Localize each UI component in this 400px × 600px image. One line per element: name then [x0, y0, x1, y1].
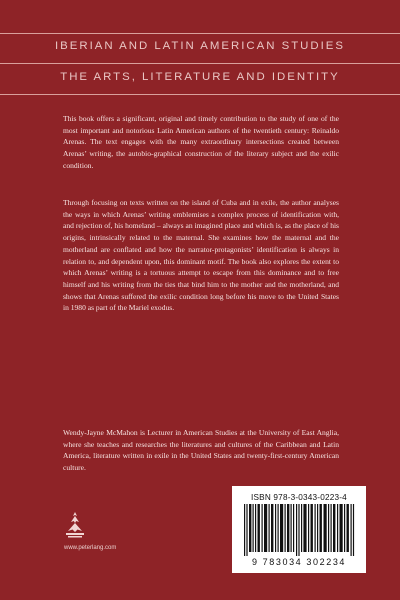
isbn-barcode — [232, 486, 366, 573]
middle-rule — [0, 63, 400, 64]
isbn-label: ISBN 978-3-0343-0223-4 — [251, 493, 347, 502]
blurb-paragraph-1: This book offers a significant, original and timely contribution to the study of one of the most important and notorious Latin American authors of the twentieth century: Reinaldo Arenas. The text engages with the many extraordinary intersections created between Arenas’ writing, the autobio-graphical construction of the literary subject and the exilic condition. — [63, 114, 339, 170]
bottom-rule — [0, 94, 400, 95]
top-rule — [0, 33, 400, 34]
author-bio: Wendy-Jayne McMahon is Lecturer in American Studies at the University of East Anglia, where she teaches and researches the literatures and cultures of the Caribbean and Latin America, literature written in exile in the United States and twenty-first-century American culture. — [63, 428, 339, 473]
barcode-bars — [242, 504, 356, 556]
blurb-paragraph-2: Through focusing on texts written on the island of Cuba and in exile, the author analyses the ways in which Arenas’ writing emblemises a complex process of identification with, and rejection of, his homeland – always an imagined place and which is, as the place of his origins, intrinsically related to the maternal. She examines how the maternal and the motherland are conflated and how the narrator-protagonists’ identification is always in relation to, and dependent upon, this dominant motif. The book also explores the extent to which Arenas’ writing is a tortuous attempt to escape from this dominance and to free himself and his writing from the ties that bind him to the mother and the motherland, and shows that Arenas suffered the exilic condition long before his move to the United States in 1980 as part of the Mariel exodus. — [63, 198, 339, 313]
series-title: IBERIAN AND LATIN AMERICAN STUDIES — [55, 40, 345, 52]
peter-lang-logo-icon — [64, 510, 86, 540]
publisher-url: www.peterlang.com — [64, 545, 117, 551]
barcode-digits: 9 783034 302234 — [251, 557, 347, 567]
series-subtitle: THE ARTS, LITERATURE AND IDENTITY — [60, 71, 340, 83]
